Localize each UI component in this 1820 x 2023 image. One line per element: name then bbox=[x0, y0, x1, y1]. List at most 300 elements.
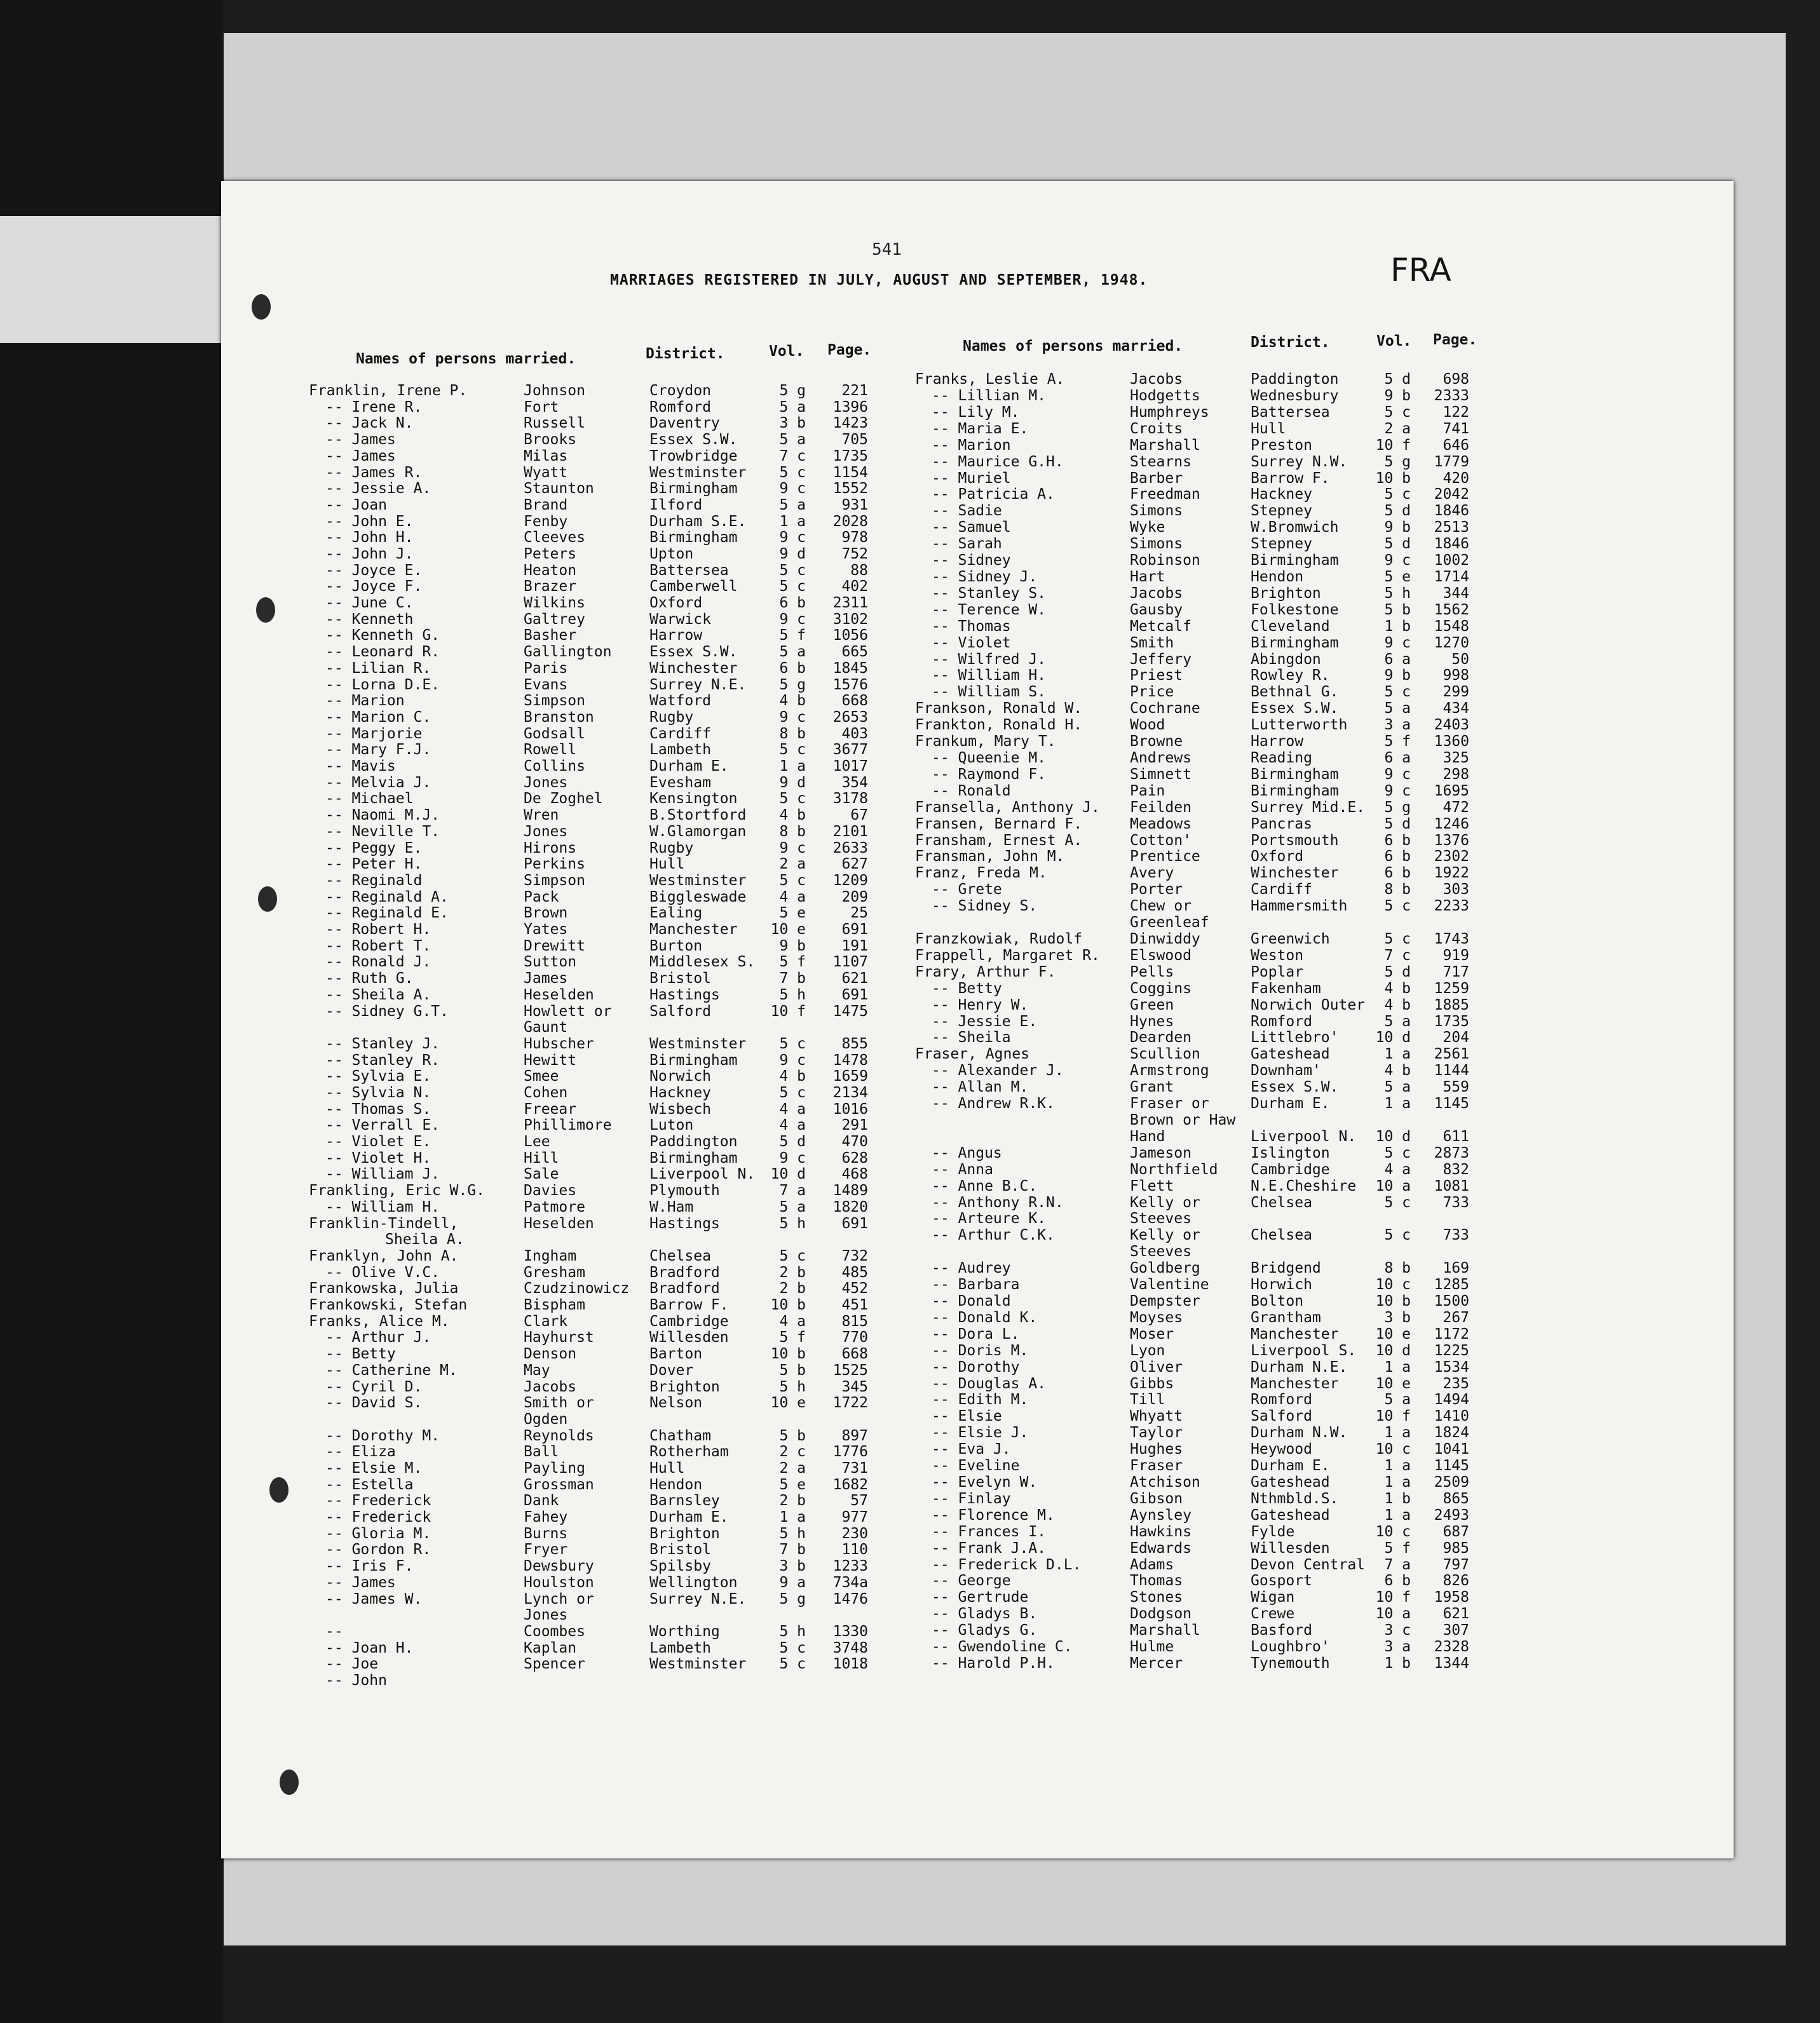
entry-name: -- Catherine M. bbox=[325, 1362, 458, 1379]
register-row bbox=[309, 448, 944, 464]
entry-spouse: Scullion bbox=[1130, 1046, 1200, 1063]
entry-name: -- George bbox=[932, 1573, 1011, 1590]
entry-page: 2028 bbox=[832, 513, 868, 530]
entry-spouse: Valentine bbox=[1130, 1276, 1209, 1294]
entry-page: 122 bbox=[1443, 403, 1469, 421]
entry-vol: 9 c bbox=[1384, 552, 1411, 569]
header-names-right: Names of persons married. bbox=[963, 338, 1183, 355]
entry-spouse: Whyatt bbox=[1130, 1408, 1183, 1425]
entry-vol: 1 a bbox=[779, 758, 806, 775]
entry-district: W.Glamorgan bbox=[649, 823, 747, 840]
entry-spouse: Jones bbox=[524, 774, 568, 791]
register-row bbox=[309, 1264, 944, 1281]
entry-name: Franklyn, John A. bbox=[309, 1247, 459, 1264]
register-row bbox=[915, 1573, 1551, 1589]
entry-district: Chatham bbox=[649, 1427, 711, 1444]
entry-page: 1845 bbox=[832, 660, 868, 677]
entry-district: Weston bbox=[1251, 947, 1304, 964]
entry-name: -- Gladys B. bbox=[932, 1606, 1038, 1623]
register-row bbox=[309, 1052, 944, 1069]
register-row bbox=[915, 783, 1551, 799]
entry-vol: 5 e bbox=[1384, 568, 1411, 585]
entry-name: -- Wilfred J. bbox=[932, 651, 1047, 668]
entry-spouse: Marshall bbox=[1130, 436, 1200, 454]
entry-district: Romford bbox=[649, 398, 711, 416]
entry-district: Surrey N.E. bbox=[649, 676, 747, 693]
entry-spouse: Gausby bbox=[1130, 601, 1183, 618]
entry-vol: 10 e bbox=[1375, 1325, 1411, 1343]
entry-vol: 5 c bbox=[779, 1084, 806, 1101]
entry-spouse: Gibson bbox=[1130, 1490, 1183, 1507]
entry-name: -- Joyce E. bbox=[325, 562, 423, 579]
register-row bbox=[309, 741, 944, 758]
register-row bbox=[915, 569, 1551, 585]
register-row bbox=[309, 1672, 944, 1689]
entry-spouse: Freedman bbox=[1130, 486, 1200, 503]
entry-vol: 2 a bbox=[1384, 420, 1411, 437]
entry-name: -- Elsie J. bbox=[932, 1424, 1029, 1442]
entry-vol: 7 a bbox=[1384, 1556, 1411, 1573]
entry-vol: 4 b bbox=[779, 807, 806, 824]
entry-spouse: Aynsley bbox=[1130, 1506, 1192, 1524]
entry-spouse: Cohen bbox=[524, 1084, 568, 1101]
entry-vol: 7 b bbox=[779, 1541, 806, 1559]
entry-name: Fransella, Anthony J. bbox=[915, 799, 1100, 816]
punch-hole-icon bbox=[269, 1477, 289, 1503]
register-row bbox=[915, 750, 1551, 766]
entry-vol: 5 c bbox=[1384, 1144, 1411, 1161]
entry-name: -- Frederick bbox=[325, 1509, 431, 1526]
entry-page: 1494 bbox=[1434, 1391, 1469, 1409]
register-row bbox=[915, 766, 1551, 783]
entry-page: 1172 bbox=[1434, 1325, 1469, 1343]
entry-spouse: Wilkins bbox=[524, 595, 585, 612]
entry-spouse: Edwards bbox=[1130, 1539, 1192, 1557]
entry-name: -- Sylvia N. bbox=[325, 1084, 431, 1101]
entry-name: -- Elsie bbox=[932, 1408, 1002, 1425]
entry-page: 621 bbox=[1443, 1606, 1469, 1623]
entry-spouse: Price bbox=[1130, 684, 1174, 701]
entry-vol: 1 b bbox=[1384, 1490, 1411, 1507]
entry-vol: 5 c bbox=[779, 741, 806, 759]
entry-spouse: Hynes bbox=[1130, 1013, 1174, 1030]
register-row bbox=[309, 660, 944, 677]
entry-spouse: Hayhurst bbox=[524, 1329, 594, 1346]
entry-district: Lutterworth bbox=[1251, 717, 1348, 734]
entry-vol: 5 f bbox=[1384, 1539, 1411, 1557]
entry-spouse: Moser bbox=[1130, 1325, 1174, 1343]
register-row bbox=[915, 388, 1551, 404]
entry-name: Fransen, Bernard F. bbox=[915, 815, 1083, 832]
entry-name: -- James W. bbox=[325, 1590, 423, 1607]
entry-name: Frankson, Ronald W. bbox=[915, 700, 1083, 717]
entry-page: 1576 bbox=[832, 676, 868, 693]
entry-vol: 9 c bbox=[779, 480, 806, 497]
entry-vol: 5 c bbox=[779, 790, 806, 808]
register-row bbox=[915, 1062, 1551, 1079]
entry-district: Gateshead bbox=[1251, 1474, 1330, 1491]
entry-page: 1659 bbox=[832, 1068, 868, 1085]
entry-district: Biggleswade bbox=[649, 888, 747, 905]
register-row bbox=[915, 1243, 1551, 1260]
entry-spouse: Coggins bbox=[1130, 980, 1192, 997]
entry-district: Surrey Mid.E. bbox=[1251, 799, 1366, 816]
entry-district: Hendon bbox=[649, 1476, 703, 1493]
entry-page: 1722 bbox=[832, 1395, 868, 1412]
register-row bbox=[915, 1507, 1551, 1524]
entry-vol: 5 c bbox=[779, 1639, 806, 1656]
entry-page: 1330 bbox=[832, 1623, 868, 1640]
entry-page: 452 bbox=[841, 1280, 868, 1297]
entry-spouse: Phillimore bbox=[524, 1117, 612, 1134]
register-row bbox=[915, 1639, 1551, 1655]
entry-district: Watford bbox=[649, 693, 711, 710]
entry-page: 1041 bbox=[1434, 1441, 1469, 1458]
register-row bbox=[915, 1474, 1551, 1491]
entry-name: -- David S. bbox=[325, 1395, 423, 1412]
entry-district: Westminster bbox=[649, 1035, 747, 1052]
entry-page: 1344 bbox=[1434, 1655, 1469, 1672]
entry-vol: 6 a bbox=[1384, 749, 1411, 766]
entry-page: 235 bbox=[1443, 1375, 1469, 1392]
entry-page: 1056 bbox=[832, 627, 868, 644]
entry-spouse: Lee bbox=[524, 1133, 550, 1150]
entry-page: 2561 bbox=[1434, 1046, 1469, 1063]
register-row bbox=[915, 1376, 1551, 1392]
entry-district: Horwich bbox=[1251, 1276, 1312, 1294]
entry-district: Hammersmith bbox=[1251, 898, 1348, 915]
entry-spouse: Brooks bbox=[524, 431, 577, 449]
entry-name: -- Joe bbox=[325, 1656, 379, 1673]
entry-page: 1154 bbox=[832, 464, 868, 481]
entry-spouse: Adams bbox=[1130, 1556, 1174, 1573]
entry-vol: 5 a bbox=[779, 1198, 806, 1215]
entry-spouse: Denson bbox=[524, 1346, 577, 1363]
entry-name: -- William H. bbox=[325, 1198, 440, 1215]
entry-district: Bethnal G. bbox=[1251, 684, 1339, 701]
entry-district: Plymouth bbox=[649, 1182, 720, 1200]
entry-name: -- Donald bbox=[932, 1293, 1011, 1309]
entry-district: Rowley R. bbox=[1251, 667, 1330, 684]
entry-district: Littlebro' bbox=[1251, 1029, 1339, 1046]
entry-page: 668 bbox=[841, 1346, 868, 1363]
entry-page: 1820 bbox=[832, 1198, 868, 1215]
entry-spouse: Atchison bbox=[1130, 1474, 1200, 1491]
entry-district: Durham E. bbox=[1251, 1095, 1330, 1113]
entry-spouse: James bbox=[524, 970, 568, 987]
entry-district: Chelsea bbox=[1251, 1194, 1312, 1211]
entry-page: 559 bbox=[1443, 1079, 1469, 1096]
entry-page: 57 bbox=[850, 1492, 868, 1510]
entry-district: Basford bbox=[1251, 1622, 1312, 1639]
entry-spouse: Hubscher bbox=[524, 1035, 594, 1052]
entry-page: 1360 bbox=[1434, 733, 1469, 750]
entry-spouse: Cochrane bbox=[1130, 700, 1200, 717]
entry-vol: 2 b bbox=[779, 1492, 806, 1510]
entry-page: 1534 bbox=[1434, 1358, 1469, 1376]
entry-page: 3748 bbox=[832, 1639, 868, 1656]
entry-district: Willesden bbox=[1251, 1539, 1330, 1557]
entry-name: -- Violet E. bbox=[325, 1133, 431, 1150]
entry-vol: 5 c bbox=[1384, 1227, 1411, 1244]
entry-name: -- Estella bbox=[325, 1476, 414, 1493]
register-row bbox=[309, 1215, 944, 1232]
entry-name: -- Reginald E. bbox=[325, 905, 449, 922]
entry-vol: 1 a bbox=[779, 1509, 806, 1526]
entry-page: 1285 bbox=[1434, 1276, 1469, 1294]
entry-district: Brighton bbox=[1251, 585, 1321, 602]
entry-spouse: Armstrong bbox=[1130, 1062, 1209, 1079]
entry-vol: 5 h bbox=[779, 1623, 806, 1640]
register-row bbox=[309, 1558, 944, 1574]
entry-spouse: Kelly or bbox=[1130, 1194, 1200, 1211]
entry-name: -- Samuel bbox=[932, 519, 1011, 536]
entry-page: 25 bbox=[850, 905, 868, 922]
entry-district: Hackney bbox=[649, 1084, 711, 1101]
register-row bbox=[309, 1019, 944, 1036]
entry-name: Frappell, Margaret R. bbox=[915, 947, 1100, 964]
entry-page: 1552 bbox=[832, 480, 868, 497]
entry-vol: 9 b bbox=[1384, 519, 1411, 536]
entry-vol: 3 c bbox=[1384, 1622, 1411, 1639]
entry-spouse: Mercer bbox=[1130, 1655, 1183, 1672]
register-row bbox=[915, 454, 1551, 470]
entry-page: 646 bbox=[1443, 436, 1469, 454]
entry-vol: 2 b bbox=[779, 1264, 806, 1281]
entry-name: -- Gwendoline C. bbox=[932, 1639, 1073, 1656]
register-row bbox=[309, 1656, 944, 1672]
entry-page: 668 bbox=[841, 693, 868, 710]
entry-district: Dover bbox=[649, 1362, 694, 1379]
entry-district: Westminster bbox=[649, 872, 747, 889]
entry-vol: 1 a bbox=[1384, 1424, 1411, 1442]
entry-page: 2653 bbox=[832, 708, 868, 726]
register-row bbox=[915, 552, 1551, 569]
entry-spouse: Ogden bbox=[524, 1411, 568, 1428]
register-row bbox=[309, 1623, 944, 1640]
entry-vol: 9 b bbox=[1384, 667, 1411, 684]
entry-vol: 9 c bbox=[1384, 782, 1411, 799]
entry-name: -- Verrall E. bbox=[325, 1117, 440, 1134]
entry-vol: 10 f bbox=[1375, 1408, 1411, 1425]
entry-page: 209 bbox=[841, 888, 868, 905]
entry-name: -- Henry W. bbox=[932, 996, 1029, 1013]
entry-vol: 4 b bbox=[779, 693, 806, 710]
entry-spouse: Taylor bbox=[1130, 1424, 1183, 1442]
entry-spouse: Elswood bbox=[1130, 947, 1192, 964]
entry-spouse: Marshall bbox=[1130, 1622, 1200, 1639]
register-row bbox=[309, 1395, 944, 1411]
register-row bbox=[915, 1293, 1551, 1309]
entry-vol: 3 a bbox=[1384, 717, 1411, 734]
entry-page: 770 bbox=[841, 1329, 868, 1346]
entry-page: 1478 bbox=[832, 1052, 868, 1069]
entry-district: Evesham bbox=[649, 774, 711, 791]
entry-page: 470 bbox=[841, 1133, 868, 1150]
entry-page: 691 bbox=[841, 921, 868, 938]
entry-district: Wisbech bbox=[649, 1100, 711, 1118]
entry-name: -- Arthur J. bbox=[325, 1329, 431, 1346]
entry-name: -- James R. bbox=[325, 464, 423, 481]
entry-name: -- Ronald J. bbox=[325, 954, 431, 971]
register-row bbox=[309, 726, 944, 742]
entry-name: -- Sheila A. bbox=[325, 986, 431, 1003]
entry-district: Oxford bbox=[1251, 848, 1304, 865]
entry-vol: 5 d bbox=[1384, 536, 1411, 553]
register-row bbox=[915, 602, 1551, 618]
entry-page: 1489 bbox=[832, 1182, 868, 1200]
entry-spouse: Gibbs bbox=[1130, 1375, 1174, 1392]
entry-district: Daventry bbox=[649, 415, 720, 432]
register-row bbox=[309, 546, 944, 562]
entry-page: 865 bbox=[1443, 1490, 1469, 1507]
entry-vol: 5 c bbox=[779, 562, 806, 579]
entry-spouse: Wyatt bbox=[524, 464, 568, 481]
entry-vol: 5 c bbox=[1384, 486, 1411, 503]
entry-vol: 9 d bbox=[779, 546, 806, 562]
entry-page: 2873 bbox=[1434, 1144, 1469, 1161]
entry-vol: 5 f bbox=[1384, 733, 1411, 750]
entry-vol: 5 c bbox=[779, 578, 806, 595]
entry-district: Essex S.W. bbox=[1251, 700, 1339, 717]
entry-name: -- Eva J. bbox=[932, 1441, 1011, 1458]
entry-vol: 5 c bbox=[779, 1656, 806, 1673]
entry-district: Chelsea bbox=[649, 1247, 711, 1264]
entry-spouse: Clark bbox=[524, 1313, 568, 1330]
entry-district: Birmingham bbox=[1251, 552, 1339, 569]
entry-vol: 2 a bbox=[779, 1459, 806, 1477]
entry-spouse: Hodgetts bbox=[1130, 387, 1200, 404]
entry-spouse: Davies bbox=[524, 1182, 577, 1200]
entry-spouse: Metcalf bbox=[1130, 618, 1192, 635]
entry-name: Fraser, Agnes bbox=[915, 1046, 1030, 1063]
entry-page: 1846 bbox=[1434, 536, 1469, 553]
entry-vol: 8 b bbox=[1384, 1260, 1411, 1277]
register-row bbox=[309, 1460, 944, 1477]
entry-spouse: Fort bbox=[524, 398, 559, 416]
entry-page: 2513 bbox=[1434, 519, 1469, 536]
entry-page: 855 bbox=[841, 1035, 868, 1052]
register-row bbox=[915, 881, 1551, 898]
entry-name: Franzkowiak, Rudolf bbox=[915, 930, 1083, 947]
register-row bbox=[915, 651, 1551, 668]
entry-page: 1225 bbox=[1434, 1342, 1469, 1359]
register-row bbox=[915, 1557, 1551, 1573]
entry-vol: 9 c bbox=[779, 1149, 806, 1167]
register-row bbox=[915, 980, 1551, 997]
entry-page: 2333 bbox=[1434, 387, 1469, 404]
register-row bbox=[309, 415, 944, 431]
entry-page: 1476 bbox=[832, 1590, 868, 1607]
entry-page: 2328 bbox=[1434, 1639, 1469, 1656]
entry-page: 50 bbox=[1451, 651, 1469, 668]
entry-name: -- Barbara bbox=[932, 1276, 1020, 1294]
entry-name: -- Iris F. bbox=[325, 1558, 414, 1575]
entry-spouse: Heselden bbox=[524, 986, 594, 1003]
entry-district: Barrow F. bbox=[1251, 470, 1330, 487]
entry-vol: 5 a bbox=[1384, 1079, 1411, 1096]
entry-spouse: Goldberg bbox=[1130, 1260, 1200, 1277]
register-row bbox=[915, 618, 1551, 635]
entry-spouse: Russell bbox=[524, 415, 585, 432]
entry-vol: 3 a bbox=[1384, 1639, 1411, 1656]
header-district-left: District. bbox=[646, 346, 725, 362]
entry-district: Wigan bbox=[1251, 1589, 1295, 1606]
entry-name: Franks, Alice M. bbox=[309, 1313, 450, 1330]
entry-page: 485 bbox=[841, 1264, 868, 1281]
entry-spouse: Burns bbox=[524, 1525, 568, 1542]
entry-vol: 5 c bbox=[1384, 930, 1411, 947]
entry-spouse: Simpson bbox=[524, 872, 585, 889]
register-row bbox=[915, 733, 1551, 750]
entry-name: -- June C. bbox=[325, 595, 414, 612]
entry-vol: 5 a bbox=[1384, 1391, 1411, 1409]
entry-name: -- Lily M. bbox=[932, 403, 1020, 421]
entry-district: Westminster bbox=[649, 464, 747, 481]
entry-spouse: Green bbox=[1130, 996, 1174, 1013]
entry-district: Harrow bbox=[649, 627, 703, 644]
entry-spouse: Heaton bbox=[524, 562, 577, 579]
entry-spouse: Hill bbox=[524, 1149, 559, 1167]
entry-page: 299 bbox=[1443, 684, 1469, 701]
entry-name: -- Marion bbox=[932, 436, 1011, 454]
entry-page: 298 bbox=[1443, 766, 1469, 783]
entry-vol: 10 f bbox=[1375, 436, 1411, 454]
entry-district: Warwick bbox=[649, 611, 711, 628]
entry-page: 1246 bbox=[1434, 815, 1469, 832]
entry-spouse: Greenleaf bbox=[1130, 914, 1209, 931]
entry-district: Barnsley bbox=[649, 1492, 720, 1510]
entry-page: 67 bbox=[850, 807, 868, 824]
entry-district: Hull bbox=[649, 856, 685, 873]
register-row bbox=[309, 905, 944, 921]
register-row bbox=[915, 519, 1551, 536]
entry-name: -- Frederick bbox=[325, 1492, 431, 1510]
entry-spouse: Brazer bbox=[524, 578, 577, 595]
register-row bbox=[309, 497, 944, 513]
entry-spouse: Howlett or bbox=[524, 1003, 612, 1020]
register-row bbox=[309, 1003, 944, 1020]
entry-district: Manchester bbox=[649, 921, 738, 938]
entry-spouse: Peters bbox=[524, 546, 577, 562]
register-row bbox=[309, 921, 944, 938]
entry-district: Liverpool S. bbox=[1251, 1342, 1357, 1359]
entry-spouse: Payling bbox=[524, 1459, 585, 1477]
entry-vol: 5 d bbox=[779, 1133, 806, 1150]
entry-page: 345 bbox=[841, 1378, 868, 1395]
page-number: 541 bbox=[872, 240, 902, 259]
entry-vol: 4 a bbox=[779, 1117, 806, 1134]
entry-name: -- Anthony R.N. bbox=[932, 1194, 1064, 1211]
register-row bbox=[915, 536, 1551, 552]
entry-page: 687 bbox=[1443, 1523, 1469, 1540]
entry-spouse: Collins bbox=[524, 758, 585, 775]
entry-page: 1270 bbox=[1434, 634, 1469, 651]
entry-vol: 5 c bbox=[779, 1035, 806, 1052]
entry-vol: 5 f bbox=[779, 954, 806, 971]
register-row bbox=[915, 486, 1551, 503]
entry-vol: 4 a bbox=[779, 1100, 806, 1118]
entry-name: -- Allan M. bbox=[932, 1079, 1029, 1096]
entry-name: -- Kenneth bbox=[325, 611, 414, 628]
entry-vol: 5 e bbox=[779, 905, 806, 922]
entry-page: 354 bbox=[841, 774, 868, 791]
register-row bbox=[309, 1248, 944, 1264]
entry-spouse: Hawkins bbox=[1130, 1523, 1192, 1540]
entry-page: 2403 bbox=[1434, 717, 1469, 734]
register-row bbox=[915, 1029, 1551, 1046]
entry-page: 1743 bbox=[1434, 930, 1469, 947]
